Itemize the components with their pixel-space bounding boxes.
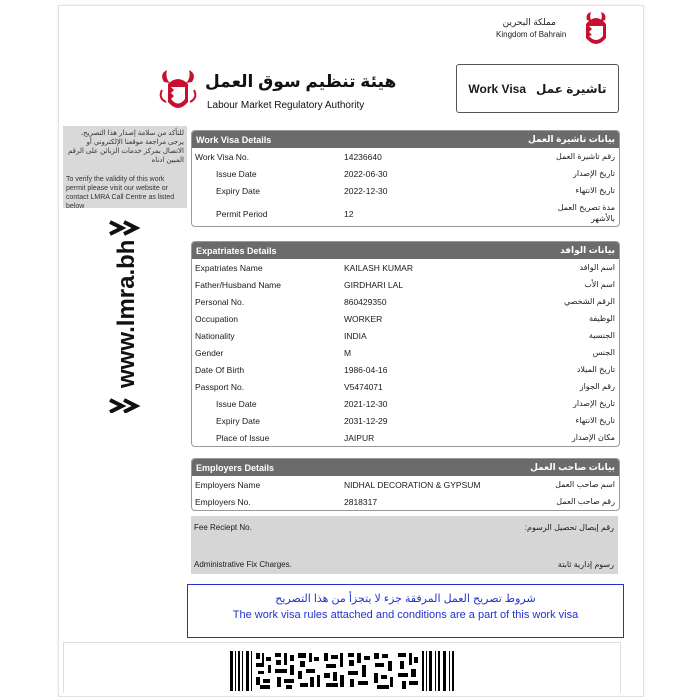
employers-header	[192, 459, 619, 476]
row-label: Nationality	[195, 331, 235, 341]
row-label: Issue Date	[216, 399, 257, 409]
row-value: WORKER	[344, 314, 383, 324]
verification-notice	[63, 126, 187, 208]
work-visa-header	[192, 131, 619, 148]
row-value: 12	[344, 209, 354, 219]
work-visa-section	[191, 130, 620, 227]
row-label: Gender	[195, 348, 224, 358]
expatriates-title-ar: بيانات الوافد	[559, 245, 615, 255]
authority-name-en: Labour Market Regulatory Authority	[207, 100, 365, 111]
table-row	[192, 182, 619, 199]
authority-name-ar: هيئة تنظيم سوق العمل	[205, 72, 397, 91]
row-label: Passport No.	[195, 382, 245, 392]
row-label-ar: اسم الوافد	[579, 263, 615, 272]
row-label: Expiry Date	[216, 186, 260, 196]
row-label-ar: تاريخ الميلاد	[576, 365, 615, 374]
table-row	[192, 476, 619, 493]
employers-title-ar: بيانات صاحب العمل	[530, 462, 615, 472]
table-row	[192, 378, 619, 395]
table-row	[192, 344, 619, 361]
row-value: INDIA	[344, 331, 367, 341]
row-value: 1986-04-16	[344, 365, 388, 375]
row-label-ar: الوظيفة	[589, 314, 615, 323]
table-row	[192, 259, 619, 276]
row-value: NIDHAL DECORATION & GYPSUM	[344, 480, 481, 490]
document-title-box	[456, 64, 619, 113]
document-title-ar: تاشيرة عمل	[536, 81, 607, 96]
table-row	[192, 361, 619, 378]
row-label-ar: تاريخ الإصدار	[572, 399, 615, 408]
row-label: Employers Name	[195, 480, 261, 490]
bahrain-emblem-icon	[583, 10, 609, 50]
row-label-ar: الرقم الشخصي	[563, 297, 615, 306]
fees-block	[191, 516, 618, 574]
row-value: GIRDHARI LAL	[344, 280, 404, 290]
row-value: 2021-12-30	[344, 399, 388, 409]
row-label: Issue Date	[216, 169, 257, 179]
row-label-ar: اسم الأب	[584, 280, 615, 289]
table-row	[192, 165, 619, 182]
row-label-ar: رقم الجواز	[579, 382, 615, 391]
table-row	[192, 429, 619, 446]
row-value: 860429350	[344, 297, 387, 307]
row-label: Employers No.	[195, 497, 251, 507]
row-label-ar: مكان الإصدار	[571, 433, 615, 442]
barcode-icon	[230, 651, 460, 691]
table-row	[192, 293, 619, 310]
fee-receipt-label-ar: رقم إيصال تحصيل الرسوم:	[524, 523, 614, 532]
fee-receipt-label: Fee Reciept No.	[194, 523, 252, 532]
row-label: Place of Issue	[216, 433, 270, 443]
row-label-ar: الجنسية	[588, 331, 615, 340]
table-row	[192, 493, 619, 510]
row-label-ar: رقم تاشيرة العمل	[555, 152, 615, 161]
rules-en: The work visa rules attached and conditions are a part of this work visa	[232, 609, 579, 621]
row-label-ar: مدة تصريح العمل بالأشهر	[557, 203, 615, 223]
rules-ar: شروط تصريح العمل المرفقة جزء لا يتجزأ من هذا التصريح	[275, 593, 536, 605]
row-label: Expatriates Name	[195, 263, 263, 273]
lmra-website-vertical	[104, 218, 144, 413]
row-label: Date Of Birth	[195, 365, 245, 375]
admin-charges-label-ar: رسوم إدارية ثابتة	[557, 560, 614, 569]
row-label-ar: رقم صاحب العمل	[556, 497, 615, 506]
notice-ar: للتأكد من سلامة إصدار هذا التصريح، يرجى مراجعة موقعنا الإلكتروني أو الاتصال بمركز خدمات الزبائن على الرقم المبين ادناه	[68, 130, 184, 164]
row-value: M	[344, 348, 352, 358]
employers-title-en: Employers Details	[196, 462, 275, 473]
row-label-ar: تاريخ الإصدار	[572, 169, 615, 178]
row-label: Permit Period	[216, 209, 268, 219]
admin-charges-label: Administrative Fix Charges.	[194, 560, 292, 569]
employers-section	[191, 458, 620, 511]
table-row	[192, 412, 619, 429]
row-label: Personal No.	[195, 297, 245, 307]
kingdom-name-en: Kingdom of Bahrain	[496, 30, 567, 39]
expatriates-header	[192, 242, 619, 259]
notice-en: To verify the validity of this work permit please visit our website or contact LMRA Call Centre as listed below	[66, 176, 175, 210]
table-row	[192, 395, 619, 412]
work-visa-title-en: Work Visa Details	[196, 134, 272, 145]
table-row	[192, 276, 619, 293]
table-row	[192, 310, 619, 327]
table-row	[192, 199, 619, 226]
website-text: www.lmra.bh	[113, 239, 140, 388]
row-label-ar: اسم صاحب العمل	[555, 480, 615, 489]
lmra-emblem-icon	[158, 68, 198, 118]
row-value: 2818317	[344, 497, 378, 507]
row-label-ar: تاريخ الانتهاء	[575, 416, 615, 425]
work-visa-title-ar: بيانات تاشيرة العمل	[527, 134, 615, 144]
row-value: 14236640	[344, 152, 382, 162]
expatriates-section	[191, 241, 620, 447]
kingdom-name-ar: مملكة البحرين	[502, 17, 556, 27]
document-title-en: Work Visa	[468, 81, 527, 96]
row-label-ar: الجنس	[592, 348, 615, 357]
row-label: Expiry Date	[216, 416, 260, 426]
row-value: V5474071	[344, 382, 383, 392]
rules-notice	[187, 584, 624, 638]
kingdom-header	[496, 17, 576, 39]
table-row	[192, 148, 619, 165]
row-value: KAILASH KUMAR	[344, 263, 413, 273]
row-label: Work Visa No.	[195, 152, 250, 162]
expatriates-title-en: Expatriates Details	[196, 245, 277, 256]
row-label-ar: تاريخ الانتهاء	[575, 186, 615, 195]
row-value: 2022-12-30	[344, 186, 388, 196]
row-value: JAIPUR	[344, 433, 375, 443]
row-label: Father/Husband Name	[195, 280, 281, 290]
row-value: 2022-06-30	[344, 169, 388, 179]
row-label: Occupation	[195, 314, 238, 324]
table-row	[192, 327, 619, 344]
row-value: 2031-12-29	[344, 416, 388, 426]
